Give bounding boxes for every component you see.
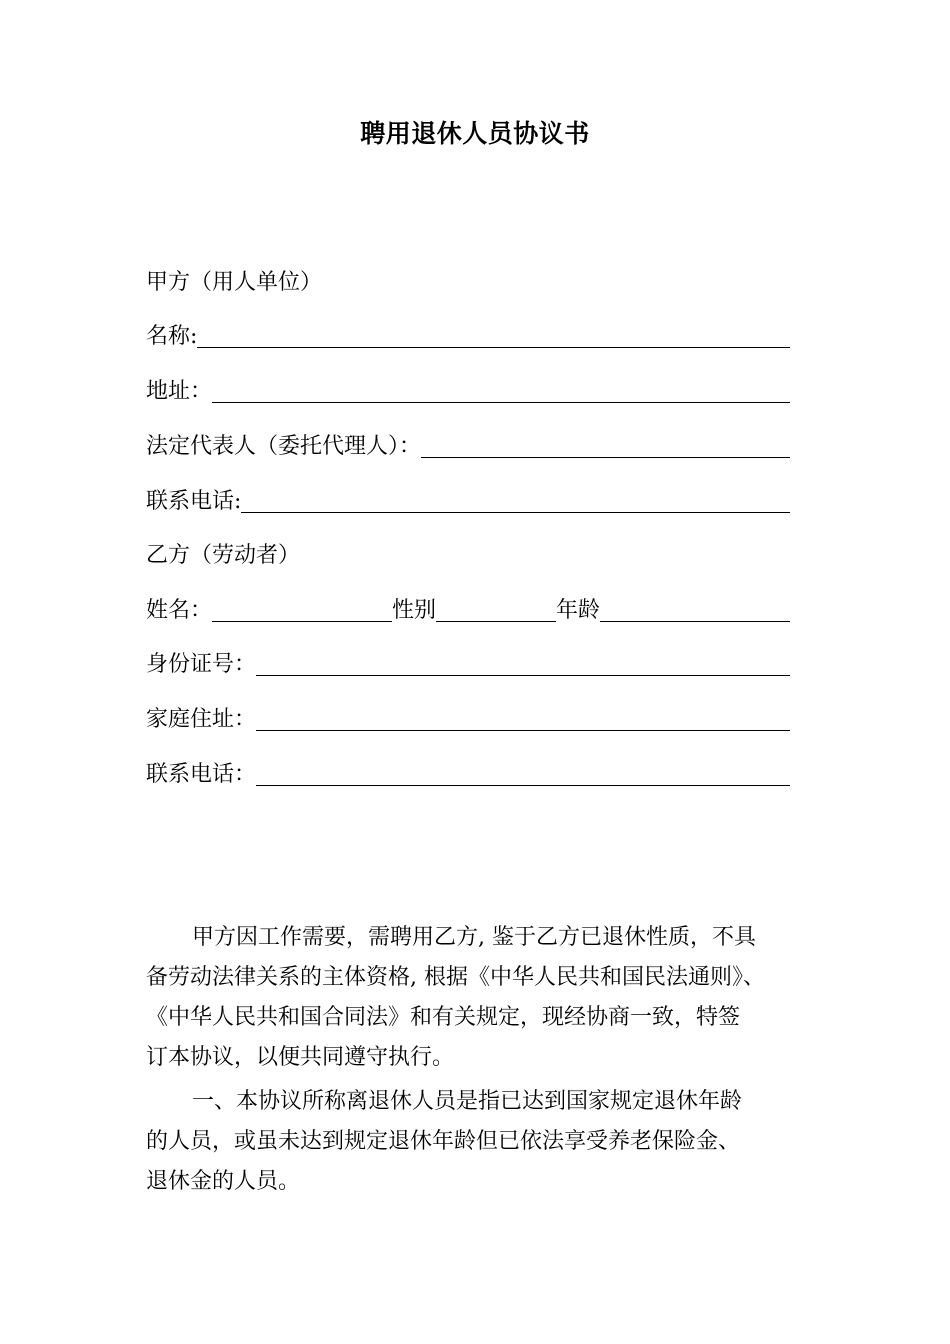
party-b-gender-label: 性别: [392, 598, 437, 623]
party-a-address-field[interactable]: [212, 402, 790, 403]
party-a-phone-row: [146, 483, 790, 517]
party-b-id-label: 身份证号：: [146, 652, 257, 677]
party-a-phone-field[interactable]: [241, 512, 790, 513]
party-b-phone-label: 联系电话：: [146, 762, 257, 787]
party-b-phone-row: [146, 756, 790, 790]
party-b-phone-field[interactable]: [256, 785, 790, 786]
clause-one-line: 退休金的人员。: [146, 1169, 301, 1194]
clause-one-paragraph: [146, 1082, 810, 1202]
party-b-id-row: [146, 646, 790, 680]
party-a-representative-label: 法定代表人（委托代理人）：: [146, 434, 422, 459]
party-a-representative-field[interactable]: [421, 457, 790, 458]
party-a-address-label: 地址：: [146, 379, 213, 404]
clause-one-line: 一、本协议所称离退休人员是指已达到国家规定退休年龄: [192, 1089, 743, 1114]
preamble-paragraph: [146, 918, 810, 1078]
party-b-age-label: 年龄: [556, 598, 601, 623]
document-title: 聘用退休人员协议书: [360, 119, 590, 148]
preamble-line: 订本协议，以便共同遵守执行。: [146, 1045, 455, 1070]
party-a-name-field[interactable]: [197, 347, 790, 348]
clause-one-line: 的人员，或虽未达到规定退休年龄但已依法享受养老保险金、: [146, 1129, 741, 1154]
party-b-id-field[interactable]: [256, 675, 790, 676]
party-a-representative-row: [146, 428, 790, 462]
preamble-line: 《中华人民共和国合同法》和有关规定，现经协商一致，特签: [146, 1005, 741, 1030]
preamble-line: 备劳动法律关系的主体资格, 根据《中华人民共和国民法通则》、: [146, 965, 765, 990]
party-a-heading: 甲方（用人单位）: [146, 270, 323, 295]
party-b-identity-row: [146, 592, 790, 626]
party-a-address-row: [146, 373, 790, 407]
party-b-home-address-label: 家庭住址：: [146, 707, 257, 732]
party-b-heading: 乙方（劳动者）: [146, 543, 301, 568]
preamble-line: 甲方因工作需要，需聘用乙方, 鉴于乙方已退休性质，不具: [192, 925, 756, 950]
party-b-name-field[interactable]: [212, 621, 392, 622]
party-b-gender-field[interactable]: [436, 621, 556, 622]
party-b-name-label: 姓名：: [146, 598, 213, 623]
party-b-home-address-field[interactable]: [256, 730, 790, 731]
party-b-age-field[interactable]: [600, 621, 790, 622]
party-a-phone-label: 联系电话:: [146, 489, 242, 514]
party-a-name-label: 名称:: [146, 324, 198, 349]
party-b-home-address-row: [146, 701, 790, 735]
party-a-name-row: [146, 318, 790, 352]
